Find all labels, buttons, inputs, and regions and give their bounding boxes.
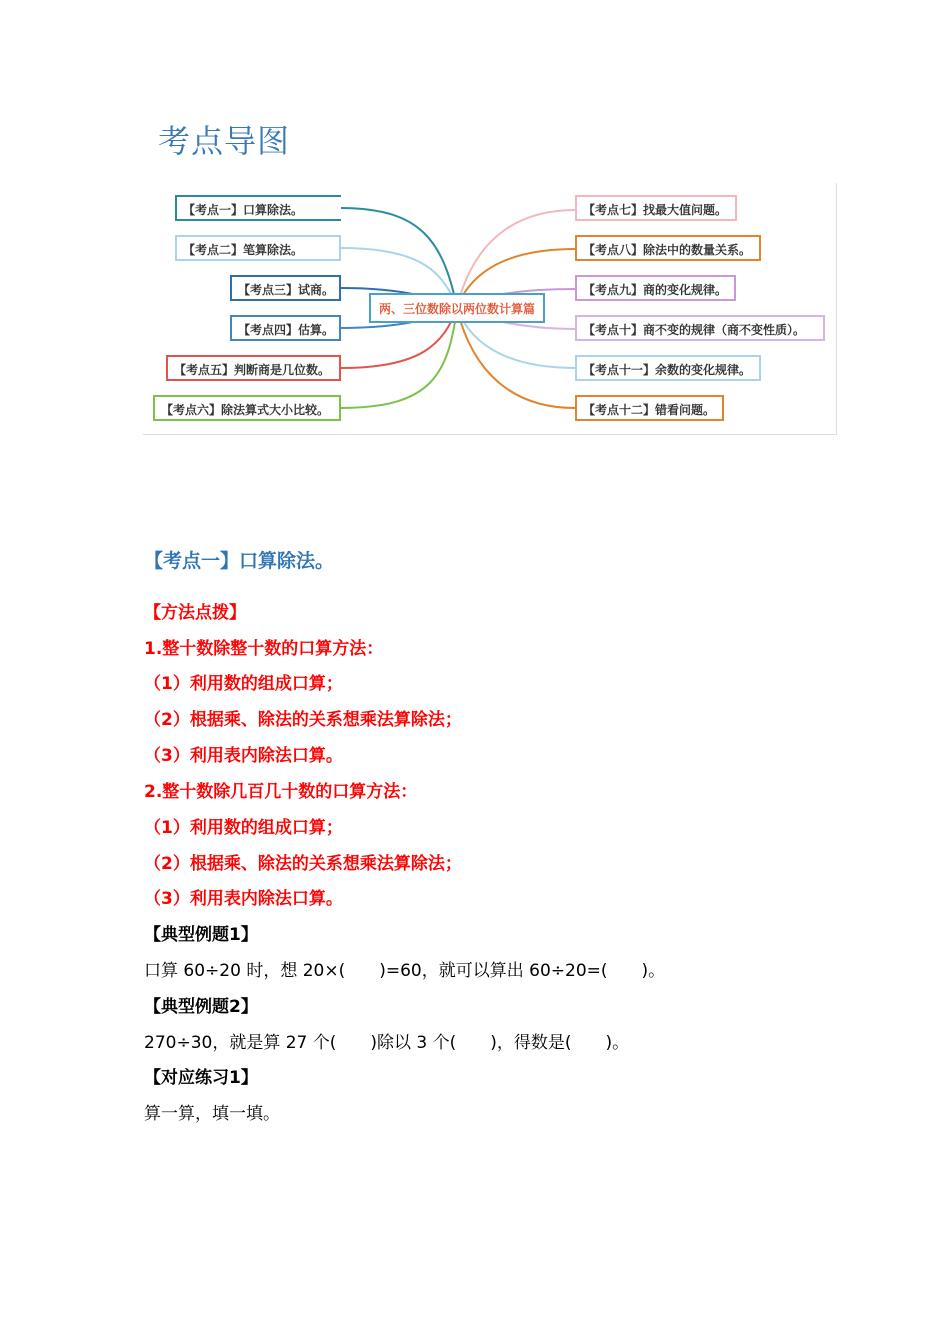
method-line-3: （2）根据乘、除法的关系想乘法算除法； [144,710,462,730]
topic-node-6: 【考点六】除法算式大小比较。 [153,395,341,421]
practice1-text: 算一算，填一填。 [144,1104,280,1124]
example2-text: 270÷30，就是算 27 个( )除以 3 个( )，得数是( )。 [144,1033,630,1053]
method-title: 【方法点拨】 [144,603,246,623]
example1-title: 【典型例题1】 [144,925,258,945]
example2-title: 【典型例题2】 [144,997,258,1017]
mind-map-center: 两、三位数除以两位数计算篇 [369,293,545,323]
method-line-7: （2）根据乘、除法的关系想乘法算除法； [144,854,462,874]
topic-node-10: 【考点十】商不变的规律（商不变性质）。 [575,315,825,341]
topic-node-1: 【考点一】口算除法。 [175,195,341,221]
method-line-6: （1）利用数的组成口算； [144,818,343,838]
method-line-5: 2.整十数除几百几十数的口算方法： [144,782,418,802]
topic-node-3: 【考点三】试商。 [230,275,341,301]
page-title: 考点导图 [158,122,291,160]
topic-node-8: 【考点八】除法中的数量关系。 [575,235,761,261]
topic-node-7: 【考点七】找最大值问题。 [575,195,737,221]
mind-map [143,183,837,435]
method-line-8: （3）利用表内除法口算。 [144,889,343,909]
method-line-2: （1）利用数的组成口算； [144,674,343,694]
topic-node-5: 【考点五】判断商是几位数。 [166,355,341,381]
topic-node-4: 【考点四】估算。 [230,315,341,341]
section-heading: 【考点一】口算除法。 [144,550,335,572]
method-line-1: 1.整十数除整十数的口算方法： [144,639,384,659]
topic-node-11: 【考点十一】余数的变化规律。 [575,355,761,381]
practice1-title: 【对应练习1】 [144,1068,258,1088]
topic-node-2: 【考点二】笔算除法。 [175,235,341,261]
topic-node-9: 【考点九】商的变化规律。 [575,275,736,301]
example1-text: 口算 60÷20 时，想 20×( )=60，就可以算出 60÷20=( )。 [144,961,666,981]
topic-node-12: 【考点十二】错看问题。 [575,395,724,421]
method-line-4: （3）利用表内除法口算。 [144,746,343,766]
